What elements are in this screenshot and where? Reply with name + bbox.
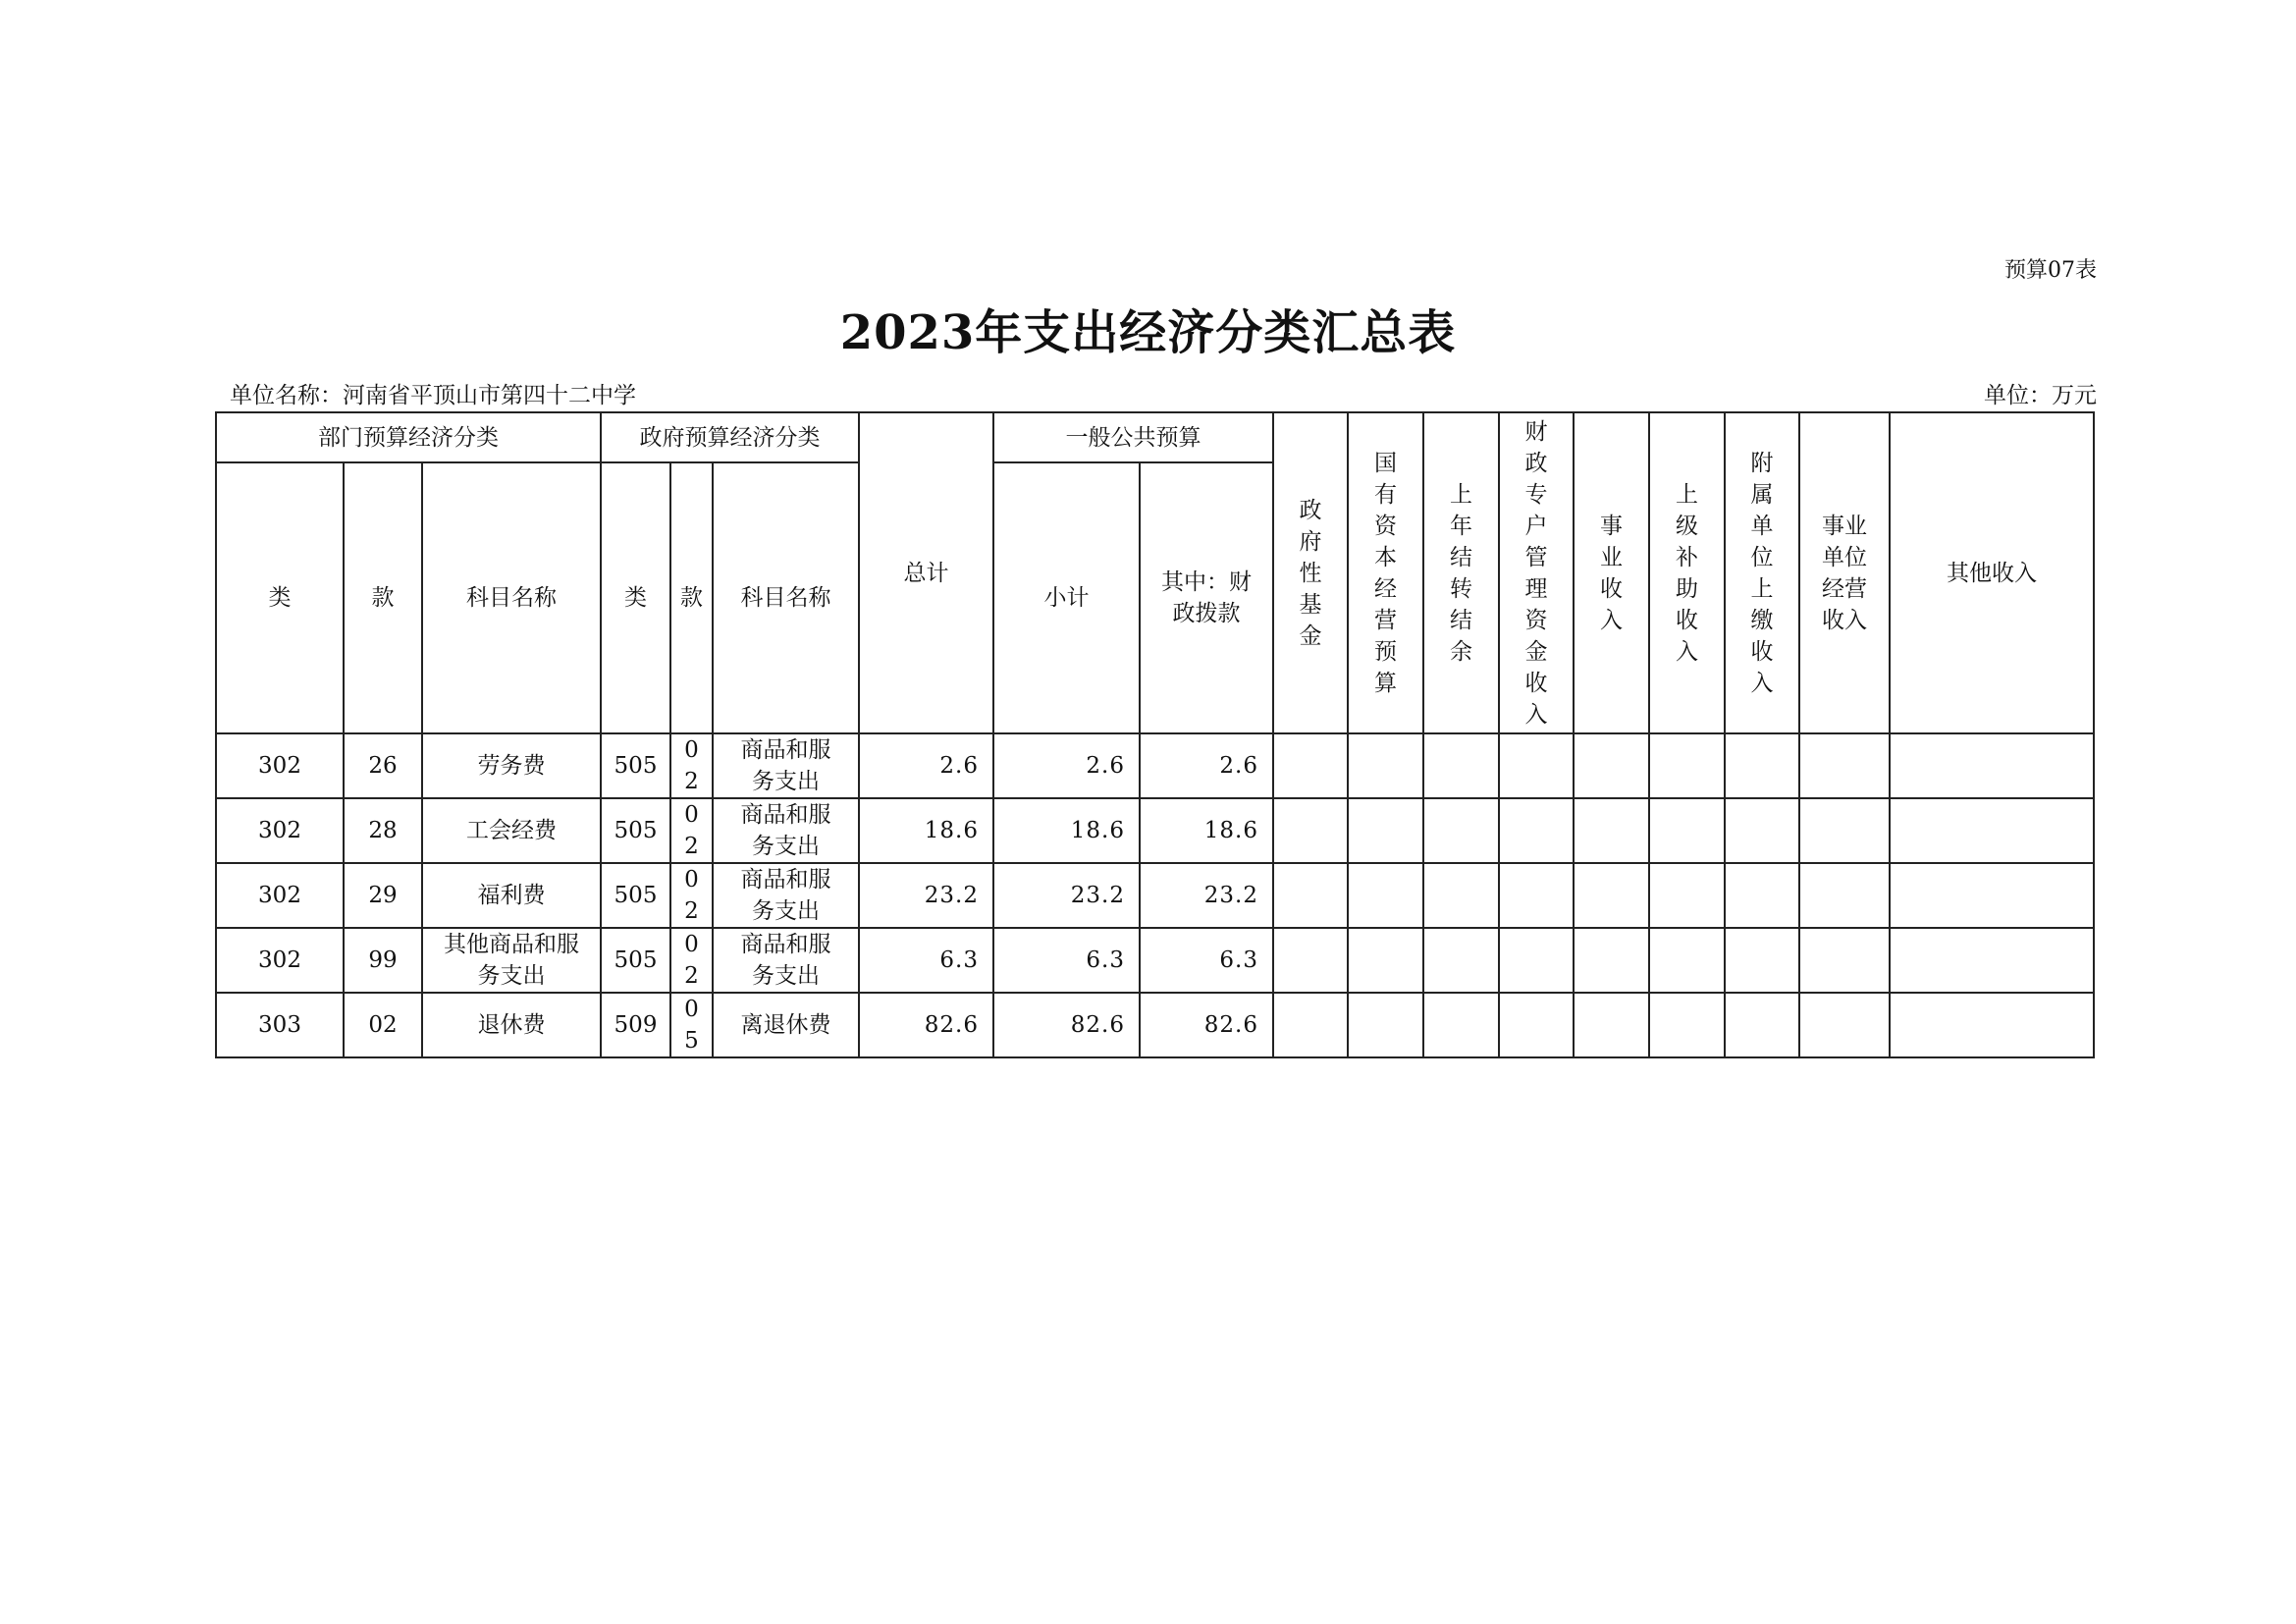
cell-gov-class: 505 bbox=[601, 733, 670, 798]
cell-empty bbox=[1348, 733, 1423, 798]
cell-dept-class: 302 bbox=[216, 863, 344, 928]
header-fiscal: 其中：财政拨款 bbox=[1140, 462, 1273, 733]
cell-dept-item: 02 bbox=[344, 993, 422, 1057]
cell-empty bbox=[1799, 993, 1890, 1057]
cell-dept-name: 工会经费 bbox=[422, 798, 601, 863]
cell-empty bbox=[1649, 798, 1725, 863]
cell-empty bbox=[1423, 733, 1499, 798]
cell-gov-class: 509 bbox=[601, 993, 670, 1057]
cell-dept-class: 302 bbox=[216, 733, 344, 798]
table-row bbox=[216, 798, 2094, 863]
cell-empty bbox=[1890, 928, 2094, 993]
header-total: 总计 bbox=[859, 412, 993, 733]
cell-dept-name: 退休费 bbox=[422, 993, 601, 1057]
header-general-group: 一般公共预算 bbox=[993, 412, 1273, 462]
cell-fiscal: 6.3 bbox=[1140, 928, 1273, 993]
cell-gov-class: 505 bbox=[601, 863, 670, 928]
cell-empty bbox=[1273, 928, 1348, 993]
cell-empty bbox=[1348, 928, 1423, 993]
cell-fiscal: 18.6 bbox=[1140, 798, 1273, 863]
cell-fiscal: 23.2 bbox=[1140, 863, 1273, 928]
cell-subtotal: 6.3 bbox=[993, 928, 1140, 993]
cell-subtotal: 23.2 bbox=[993, 863, 1140, 928]
cell-empty bbox=[1499, 798, 1574, 863]
header-affiliated-income: 附属单位上缴收入 bbox=[1725, 412, 1799, 733]
table-row bbox=[216, 993, 2094, 1057]
cell-empty bbox=[1574, 928, 1649, 993]
cell-empty bbox=[1890, 798, 2094, 863]
header-business-income: 事业收入 bbox=[1574, 412, 1649, 733]
cell-dept-item: 99 bbox=[344, 928, 422, 993]
cell-empty bbox=[1423, 863, 1499, 928]
cell-total: 82.6 bbox=[859, 993, 993, 1057]
cell-dept-class: 302 bbox=[216, 798, 344, 863]
cell-dept-name: 劳务费 bbox=[422, 733, 601, 798]
currency-unit-label: 单位：万元 bbox=[1984, 383, 2097, 408]
cell-empty bbox=[1423, 798, 1499, 863]
cell-empty bbox=[1273, 863, 1348, 928]
header-subtotal: 小计 bbox=[993, 462, 1140, 733]
cell-empty bbox=[1725, 928, 1799, 993]
cell-empty bbox=[1499, 733, 1574, 798]
cell-total: 2.6 bbox=[859, 733, 993, 798]
cell-gov-name: 商品和服务支出 bbox=[713, 798, 859, 863]
cell-gov-item: 02 bbox=[670, 863, 713, 928]
cell-empty bbox=[1725, 798, 1799, 863]
cell-empty bbox=[1273, 993, 1348, 1057]
cell-empty bbox=[1273, 733, 1348, 798]
cell-empty bbox=[1725, 993, 1799, 1057]
cell-empty bbox=[1499, 993, 1574, 1057]
table-row bbox=[216, 863, 2094, 928]
header-carryover: 上年结转结余 bbox=[1423, 412, 1499, 733]
cell-gov-item: 02 bbox=[670, 928, 713, 993]
expenditure-table bbox=[215, 411, 2095, 1058]
header-dept-item: 款 bbox=[344, 462, 422, 733]
table-row bbox=[216, 733, 2094, 798]
cell-gov-item: 05 bbox=[670, 993, 713, 1057]
header-dept-class: 类 bbox=[216, 462, 344, 733]
header-special-account: 财政专户管理资金收入 bbox=[1499, 412, 1574, 733]
header-gov-fund: 政府性基金 bbox=[1273, 412, 1348, 733]
unit-name-label: 单位名称：河南省平顶山市第四十二中学 bbox=[230, 383, 636, 408]
cell-empty bbox=[1799, 798, 1890, 863]
cell-empty bbox=[1499, 863, 1574, 928]
cell-empty bbox=[1574, 798, 1649, 863]
cell-empty bbox=[1799, 928, 1890, 993]
cell-gov-name: 商品和服务支出 bbox=[713, 733, 859, 798]
cell-empty bbox=[1649, 993, 1725, 1057]
cell-gov-item: 02 bbox=[670, 733, 713, 798]
cell-empty bbox=[1574, 733, 1649, 798]
cell-empty bbox=[1890, 733, 2094, 798]
cell-empty bbox=[1649, 928, 1725, 993]
cell-dept-item: 29 bbox=[344, 863, 422, 928]
cell-gov-class: 505 bbox=[601, 928, 670, 993]
cell-dept-class: 303 bbox=[216, 993, 344, 1057]
page-title: 2023年支出经济分类汇总表 bbox=[839, 305, 1457, 360]
table-row bbox=[216, 928, 2094, 993]
cell-dept-name: 福利费 bbox=[422, 863, 601, 928]
cell-empty bbox=[1348, 863, 1423, 928]
cell-gov-name: 商品和服务支出 bbox=[713, 863, 859, 928]
header-superior-subsidy: 上级补助收入 bbox=[1649, 412, 1725, 733]
header-gov-name: 科目名称 bbox=[713, 462, 859, 733]
cell-dept-name: 其他商品和服务支出 bbox=[422, 928, 601, 993]
header-gov-class: 类 bbox=[601, 462, 670, 733]
header-dept-name: 科目名称 bbox=[422, 462, 601, 733]
cell-dept-class: 302 bbox=[216, 928, 344, 993]
header-dept-group: 部门预算经济分类 bbox=[216, 412, 601, 462]
cell-empty bbox=[1574, 863, 1649, 928]
header-gov-item: 款 bbox=[670, 462, 713, 733]
cell-subtotal: 2.6 bbox=[993, 733, 1140, 798]
cell-empty bbox=[1725, 863, 1799, 928]
cell-subtotal: 18.6 bbox=[993, 798, 1140, 863]
cell-gov-class: 505 bbox=[601, 798, 670, 863]
cell-fiscal: 82.6 bbox=[1140, 993, 1273, 1057]
cell-empty bbox=[1273, 798, 1348, 863]
cell-empty bbox=[1348, 798, 1423, 863]
cell-gov-item: 02 bbox=[670, 798, 713, 863]
cell-empty bbox=[1649, 863, 1725, 928]
header-other-income: 其他收入 bbox=[1890, 412, 2094, 733]
cell-empty bbox=[1725, 733, 1799, 798]
cell-gov-name: 商品和服务支出 bbox=[713, 928, 859, 993]
cell-empty bbox=[1348, 993, 1423, 1057]
header-operating-income: 事业单位经营收入 bbox=[1799, 412, 1890, 733]
cell-empty bbox=[1499, 928, 1574, 993]
cell-empty bbox=[1890, 863, 2094, 928]
cell-empty bbox=[1574, 993, 1649, 1057]
cell-empty bbox=[1799, 733, 1890, 798]
cell-dept-item: 28 bbox=[344, 798, 422, 863]
cell-total: 23.2 bbox=[859, 863, 993, 928]
cell-total: 18.6 bbox=[859, 798, 993, 863]
cell-dept-item: 26 bbox=[344, 733, 422, 798]
form-number: 预算07表 bbox=[2004, 258, 2097, 283]
header-state-capital: 国有资本经营预算 bbox=[1348, 412, 1423, 733]
cell-total: 6.3 bbox=[859, 928, 993, 993]
cell-empty bbox=[1649, 733, 1725, 798]
cell-gov-name: 离退休费 bbox=[713, 993, 859, 1057]
cell-empty bbox=[1423, 993, 1499, 1057]
cell-subtotal: 82.6 bbox=[993, 993, 1140, 1057]
cell-fiscal: 2.6 bbox=[1140, 733, 1273, 798]
cell-empty bbox=[1799, 863, 1890, 928]
header-gov-group: 政府预算经济分类 bbox=[601, 412, 859, 462]
cell-empty bbox=[1423, 928, 1499, 993]
cell-empty bbox=[1890, 993, 2094, 1057]
